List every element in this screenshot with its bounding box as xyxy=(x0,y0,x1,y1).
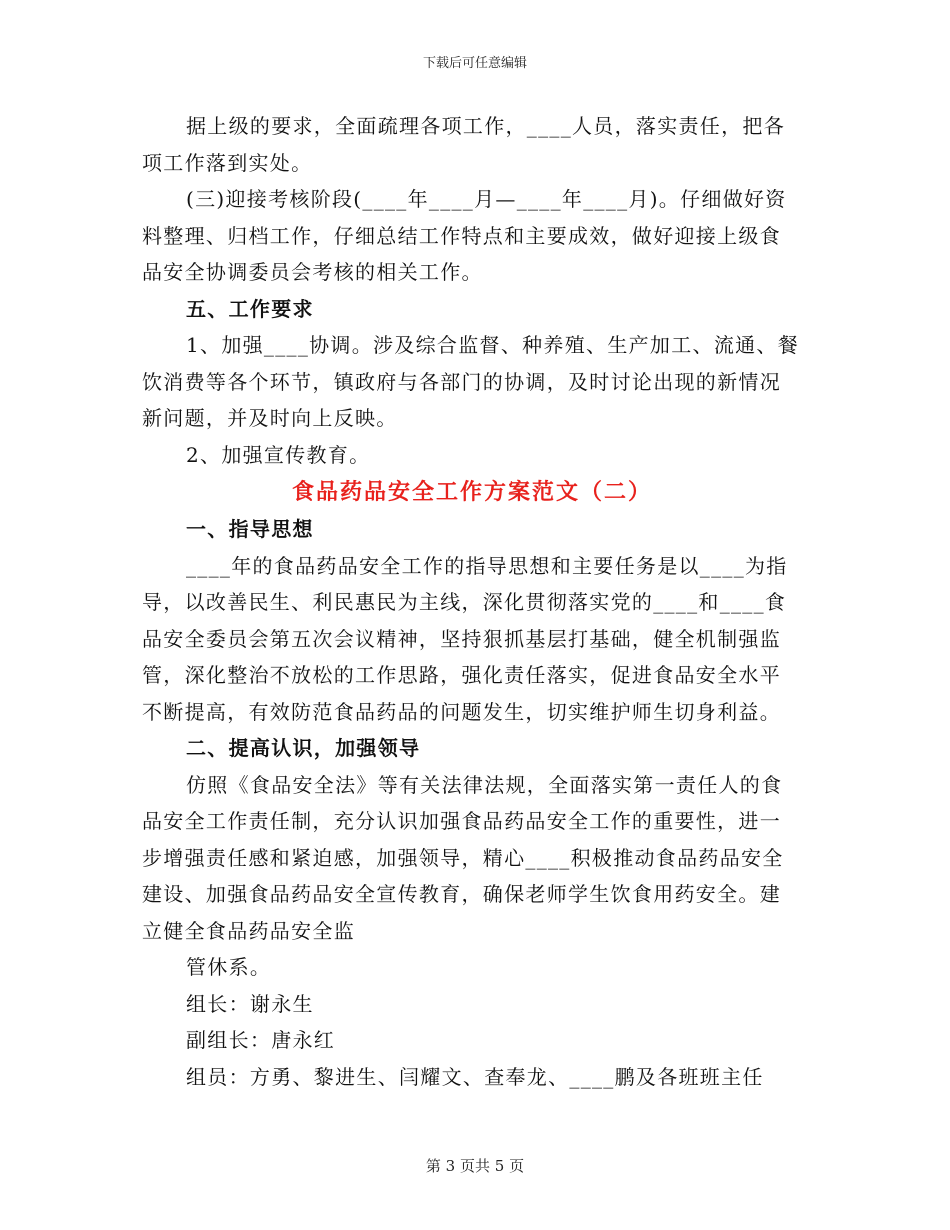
paragraph-line: 立健全食品药品安全监 xyxy=(142,918,355,943)
paragraph-line: 步增强责任感和紧迫感，加强领导，精心____积极推动食品药品安全 xyxy=(142,845,784,870)
section-heading: 二、提高认识，加强领导 xyxy=(186,736,421,760)
paragraph-line: 管，深化整治不放松的工作思路，强化责任落实，促进食品安全水平 xyxy=(142,663,781,687)
group-leader-line: 组长：谢永生 xyxy=(186,991,314,1016)
paragraph-line: 品安全工作责任制，充分认识加强食品药品安全工作的重要性，进一 xyxy=(142,809,781,833)
members-line: 组员：方勇、黎进生、闫耀文、查奉龙、____鹏及各班班主任 xyxy=(186,1064,764,1089)
paragraph-line: 仿照《食品安全法》等有关法律法规，全面落实第一责任人的食 xyxy=(186,772,783,797)
paragraph-line: 项工作落到实处。 xyxy=(142,150,313,175)
section-heading: 一、指导思想 xyxy=(186,517,314,541)
document-body xyxy=(142,108,802,1095)
paragraph-line: ____年的食品药品安全工作的指导思想和主要任务是以____为指 xyxy=(186,553,788,578)
paragraph-line: 品安全委员会第五次会议精神，坚持狠抓基层打基础，健全机制强监 xyxy=(142,626,781,651)
paragraph-line: 导，以改善民生、利民惠民为主线，深化贯彻落实党的____和____食 xyxy=(142,590,787,614)
paragraph-line: 据上级的要求，全面疏理各项工作，____人员，落实责任，把各 xyxy=(186,114,785,138)
paragraph-line: 2、加强宣传教育。 xyxy=(186,442,371,467)
section-heading: 五、工作要求 xyxy=(186,296,314,321)
paragraph-line: 品安全协调委员会考核的相关工作。 xyxy=(142,260,483,284)
page-footer: 第 3 页共 5 页 xyxy=(425,1157,525,1175)
paragraph-line: (三)迎接考核阶段(____年____月—____年____月)。仔细做好资 xyxy=(186,187,787,211)
document-title: 食品药品安全工作方案范文（二） xyxy=(291,479,652,505)
page-header: 下载后可任意编辑 xyxy=(422,56,527,71)
paragraph-line: 管休系。 xyxy=(186,955,272,979)
paragraph-line: 新问题，并及时向上反映。 xyxy=(142,406,398,430)
paragraph-line: 饮消费等各个环节，镇政府与各部门的协调，及时讨论出现的新情况 xyxy=(142,369,781,394)
deputy-leader-line: 副组长：唐永红 xyxy=(186,1028,336,1052)
paragraph-line: 建设、加强食品药品安全宣传教育，确保老师学生饮食用药安全。建 xyxy=(142,882,781,906)
paragraph-line: 不断提高，有效防范食品药品的问题发生，切实维护师生切身利益。 xyxy=(142,699,781,724)
paragraph-line: 1、加强____协调。涉及综合监督、种养殖、生产加工、流通、餐 xyxy=(186,333,800,357)
paragraph-line: 料整理、归档工作，仔细总结工作特点和主要成效，做好迎接上级食 xyxy=(142,223,781,248)
